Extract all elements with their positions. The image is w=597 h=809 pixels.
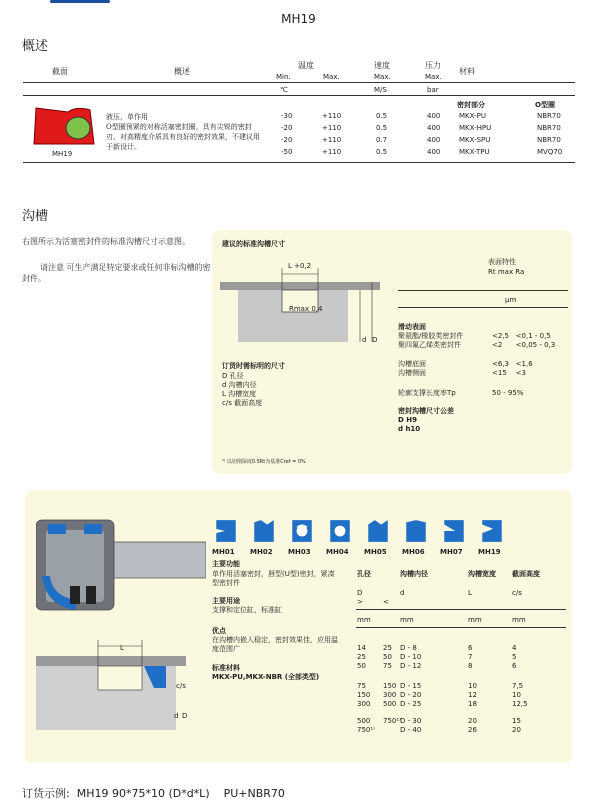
profile-label-mh06: MH06 [402, 548, 425, 556]
hdr-section-height: 截面高度 [512, 570, 540, 578]
unit-mm-1: mm [357, 616, 371, 624]
spec-speed: 0.5 [376, 112, 388, 120]
profile-label-mh19: MH19 [478, 548, 501, 556]
profile-icon-mh03 [288, 518, 316, 544]
col-section-header: 截面 [52, 67, 68, 76]
dim-bore-min: 50 [357, 662, 366, 670]
profile-label-mh01: MH01 [212, 548, 235, 556]
dim-bore-max: 150 [383, 682, 397, 690]
sliding-values-1: <2,5 <0,1 - 0,5 [492, 332, 551, 340]
dim-groove-inner: D - 8 [400, 644, 417, 652]
dim-section-height: 20 [512, 726, 521, 734]
spec-min: -20 [281, 124, 293, 132]
profile-icon-mh04 [326, 518, 354, 544]
dim-groove-width: 6 [468, 644, 473, 652]
profile-cs-label: c/s [176, 682, 186, 690]
material-seal-part-header: 密封部分 [457, 101, 485, 109]
spec-pressure: 400 [427, 148, 441, 156]
col-material-header: 材料 [459, 67, 475, 76]
top-accent-bar [50, 0, 110, 3]
material-text: MKX-PU,MKX-NBR (全部类型) [212, 673, 320, 681]
profile-label-mh04: MH04 [326, 548, 349, 556]
spec-seal: MKX-SPU [459, 136, 491, 144]
spec-oring: NBR70 [537, 124, 561, 132]
dim-section-height: 7,5 [512, 682, 524, 690]
profile-l-label: L [120, 644, 124, 652]
groove-l-dimension: L +0,2 [288, 262, 312, 270]
product-description: 液压，单作用 O型圈预紧的对称活塞密封圈，具有尖锐的密封刃，对高精度介质具有良好的密封效果，不建议用于新设计。 [106, 113, 260, 151]
dim-bore-max: 300 [383, 691, 397, 699]
hdr-bore: 孔径 [357, 570, 371, 578]
temp-min-label: Min. [276, 73, 291, 81]
sliding-values-2: <2 <0,05 - 0,3 [492, 341, 556, 349]
groove-r-dimension: Rmax 0,4 [289, 305, 323, 313]
contour-value: 50 - 95% [492, 389, 524, 397]
surface-unit: μm [505, 296, 517, 304]
spec-max: +110 [322, 148, 342, 156]
table-header-divider [23, 82, 575, 83]
profile-icon-mh02 [250, 518, 278, 544]
section-groove-heading: 沟槽 [22, 209, 49, 224]
hdr-groove-inner: 沟槽内径 [400, 570, 428, 578]
dim-groove-width: 12 [468, 691, 477, 699]
profile-icon-mh06 [402, 518, 430, 544]
groove-footnote: ¹⁾ 以切削深度0.5Rt为基准Cref = 0% [222, 459, 306, 465]
dim-groove-width: 7 [468, 653, 473, 661]
col-temp-header: 温度 [298, 61, 314, 70]
dim-section-height: 5 [512, 653, 517, 661]
dim-bore-min: 25 [357, 653, 366, 661]
spec-max: +110 [322, 124, 342, 132]
hdr-gt: > [357, 598, 363, 606]
order-dim-line: d 沟槽内径 [222, 381, 257, 389]
spec-min: -30 [281, 112, 293, 120]
profile-label: MH19 [52, 150, 73, 158]
hdr-d: d [400, 589, 405, 597]
spec-speed: 0.7 [376, 136, 388, 144]
groove-intro-1: 右图所示为活塞密封件的标准沟槽尺寸示意图。 [22, 237, 190, 246]
order-dims-title: 订货时需标明的尺寸 [222, 362, 285, 370]
spec-min: -50 [281, 148, 293, 156]
order-dim-line: c/s 截面高度 [222, 399, 263, 407]
hdr-L: L [468, 589, 472, 597]
order-example: 订货示例: MH19 90*75*10 (D*d*L) PU+NBR70 [22, 787, 285, 800]
dim-bore-max: 75 [383, 662, 392, 670]
piston-assembly-image [36, 516, 206, 616]
groove-bottom-values: <6,3 <1,6 [492, 360, 533, 368]
spec-max: +110 [322, 136, 342, 144]
spec-oring: NBR70 [537, 136, 561, 144]
dim-groove-width: 10 [468, 682, 477, 690]
groove-box-title: 建议的标准沟槽尺寸 [222, 240, 285, 248]
profile-d-label: d [174, 712, 179, 720]
dim-groove-inner: D - 25 [400, 700, 422, 708]
spec-oring: MVQ70 [537, 148, 563, 156]
material-title: 标准材料 [212, 664, 240, 672]
spec-speed: 0.5 [376, 148, 388, 156]
profile-label-mh02: MH02 [250, 548, 273, 556]
col-overview-header: 概述 [174, 67, 190, 76]
sliding-surface-1: 聚氨酯/橡胶类密封件 [398, 332, 464, 340]
dim-groove-width: 26 [468, 726, 477, 734]
advantages-text: 在沟槽内嵌入稳定，密封效果佳，应用温度范围广 [212, 636, 338, 653]
dim-groove-width: 8 [468, 662, 473, 670]
table-unit-divider [23, 95, 575, 96]
profile-groove-drawing [36, 620, 186, 730]
order-dim-line: L 沟槽宽度 [222, 390, 257, 398]
spec-speed: 0.5 [376, 124, 388, 132]
order-dims-list [222, 372, 262, 408]
dim-groove-inner: D - 15 [400, 682, 422, 690]
unit-mm-4: mm [512, 616, 526, 624]
dim-bore-max: 500 [383, 700, 397, 708]
tolerance-d: d h10 [398, 425, 421, 433]
doc-title: MH19 [281, 12, 316, 26]
dims-unit-divider [356, 627, 566, 628]
dim-bore-min: 14 [357, 644, 366, 652]
dim-section-height: 10 [512, 691, 521, 699]
dim-bore-min: 750¹⁾ [357, 726, 375, 734]
main-function-title: 主要功能 [212, 560, 240, 568]
unit-mm-3: mm [468, 616, 482, 624]
surface-unit-divider [398, 307, 568, 308]
dim-section-height: 15 [512, 717, 521, 725]
dim-section-height: 12,5 [512, 700, 528, 708]
main-use-title: 主要用途 [212, 597, 240, 605]
groove-d-label: d [362, 336, 367, 344]
main-use-text: 支撑和定位缸，标准缸 [212, 606, 282, 614]
contour-label: 轮廓支撑长度率Tp [398, 389, 456, 397]
profile-icon-mh01 [212, 518, 240, 544]
dim-groove-inner: D - 20 [400, 691, 422, 699]
spec-oring: NBR70 [537, 112, 561, 120]
dim-groove-width: 20 [468, 717, 477, 725]
unit-temp: ℃ [280, 86, 288, 94]
dim-bore-max: 750¹⁾ [383, 717, 401, 725]
unit-mm-2: mm [400, 616, 414, 624]
hdr-D: D [357, 589, 363, 597]
dim-bore-max: 50 [383, 653, 392, 661]
spec-seal: MKX-HPU [459, 124, 492, 132]
tolerance-title: 密封沟槽尺寸公差 [398, 407, 454, 415]
dim-bore-min: 500 [357, 717, 371, 725]
dim-groove-inner: D - 40 [400, 726, 422, 734]
groove-side-values: <15 <3 [492, 369, 526, 377]
mh19-profile-image [30, 104, 98, 148]
table-bottom-divider [23, 162, 575, 163]
dim-groove-width: 18 [468, 700, 477, 708]
dim-bore-min: 150 [357, 691, 371, 699]
unit-speed: M/S [374, 86, 387, 94]
groove-bottom-label: 沟槽底面 [398, 360, 426, 368]
profile-label-mh07: MH07 [440, 548, 463, 556]
dim-bore-max: 25 [383, 644, 392, 652]
groove-D-label: D [372, 336, 378, 344]
main-function-text: 单作用活塞密封，唇型(U型)密封，紧凑型密封件 [212, 570, 335, 587]
hdr-groove-width: 沟槽宽度 [468, 570, 496, 578]
dim-bore-min: 75 [357, 682, 366, 690]
unit-pressure: bar [427, 86, 439, 94]
order-dim-line: D 孔径 [222, 372, 244, 380]
spec-pressure: 400 [427, 124, 441, 132]
advantages-title: 优点 [212, 627, 226, 635]
surface-title: 表面特性 [488, 258, 516, 266]
dim-bore-min: 300 [357, 700, 371, 708]
dims-header-divider [356, 609, 566, 610]
groove-side-label: 沟槽侧面 [398, 369, 426, 377]
material-oring-header: O型圈 [535, 101, 555, 109]
dim-groove-inner: D - 10 [400, 653, 422, 661]
section-overview-heading: 概述 [22, 39, 49, 54]
spec-pressure: 400 [427, 112, 441, 120]
temp-max-label: Max. [323, 73, 340, 81]
spec-seal: MKX-PU [459, 112, 486, 120]
spec-max: +110 [322, 112, 342, 120]
speed-max-label: Max. [374, 73, 391, 81]
profile-D-label: D [182, 712, 188, 720]
dim-groove-inner: D - 12 [400, 662, 422, 670]
spec-min: -20 [281, 136, 293, 144]
profile-icon-mh19 [478, 518, 506, 544]
dim-section-height: 4 [512, 644, 517, 652]
spec-pressure: 400 [427, 136, 441, 144]
surface-divider [398, 290, 568, 291]
profile-label-mh03: MH03 [288, 548, 311, 556]
sliding-surface-2: 聚四氟乙烯类密封件 [398, 341, 461, 349]
profile-label-mh05: MH05 [364, 548, 387, 556]
surface-columns: Rt max Ra [488, 268, 525, 276]
profile-icon-mh05 [364, 518, 392, 544]
tolerance-D: D H9 [398, 416, 417, 424]
profile-icon-mh07 [440, 518, 468, 544]
col-pressure-header: 压力 [425, 61, 441, 70]
pressure-max-label: Max. [425, 73, 442, 81]
spec-seal: MKX-TPU [459, 148, 490, 156]
col-speed-header: 速度 [374, 61, 390, 70]
hdr-lt: < [383, 598, 389, 606]
groove-intro-2: 请注意 可生产满足特定要求或任何非标沟槽的密封件。 [22, 263, 211, 283]
hdr-cs: c/s [512, 589, 522, 597]
dim-groove-inner: D - 30 [400, 717, 422, 725]
dim-section-height: 6 [512, 662, 517, 670]
sliding-surface-title: 滑动表面 [398, 323, 426, 331]
